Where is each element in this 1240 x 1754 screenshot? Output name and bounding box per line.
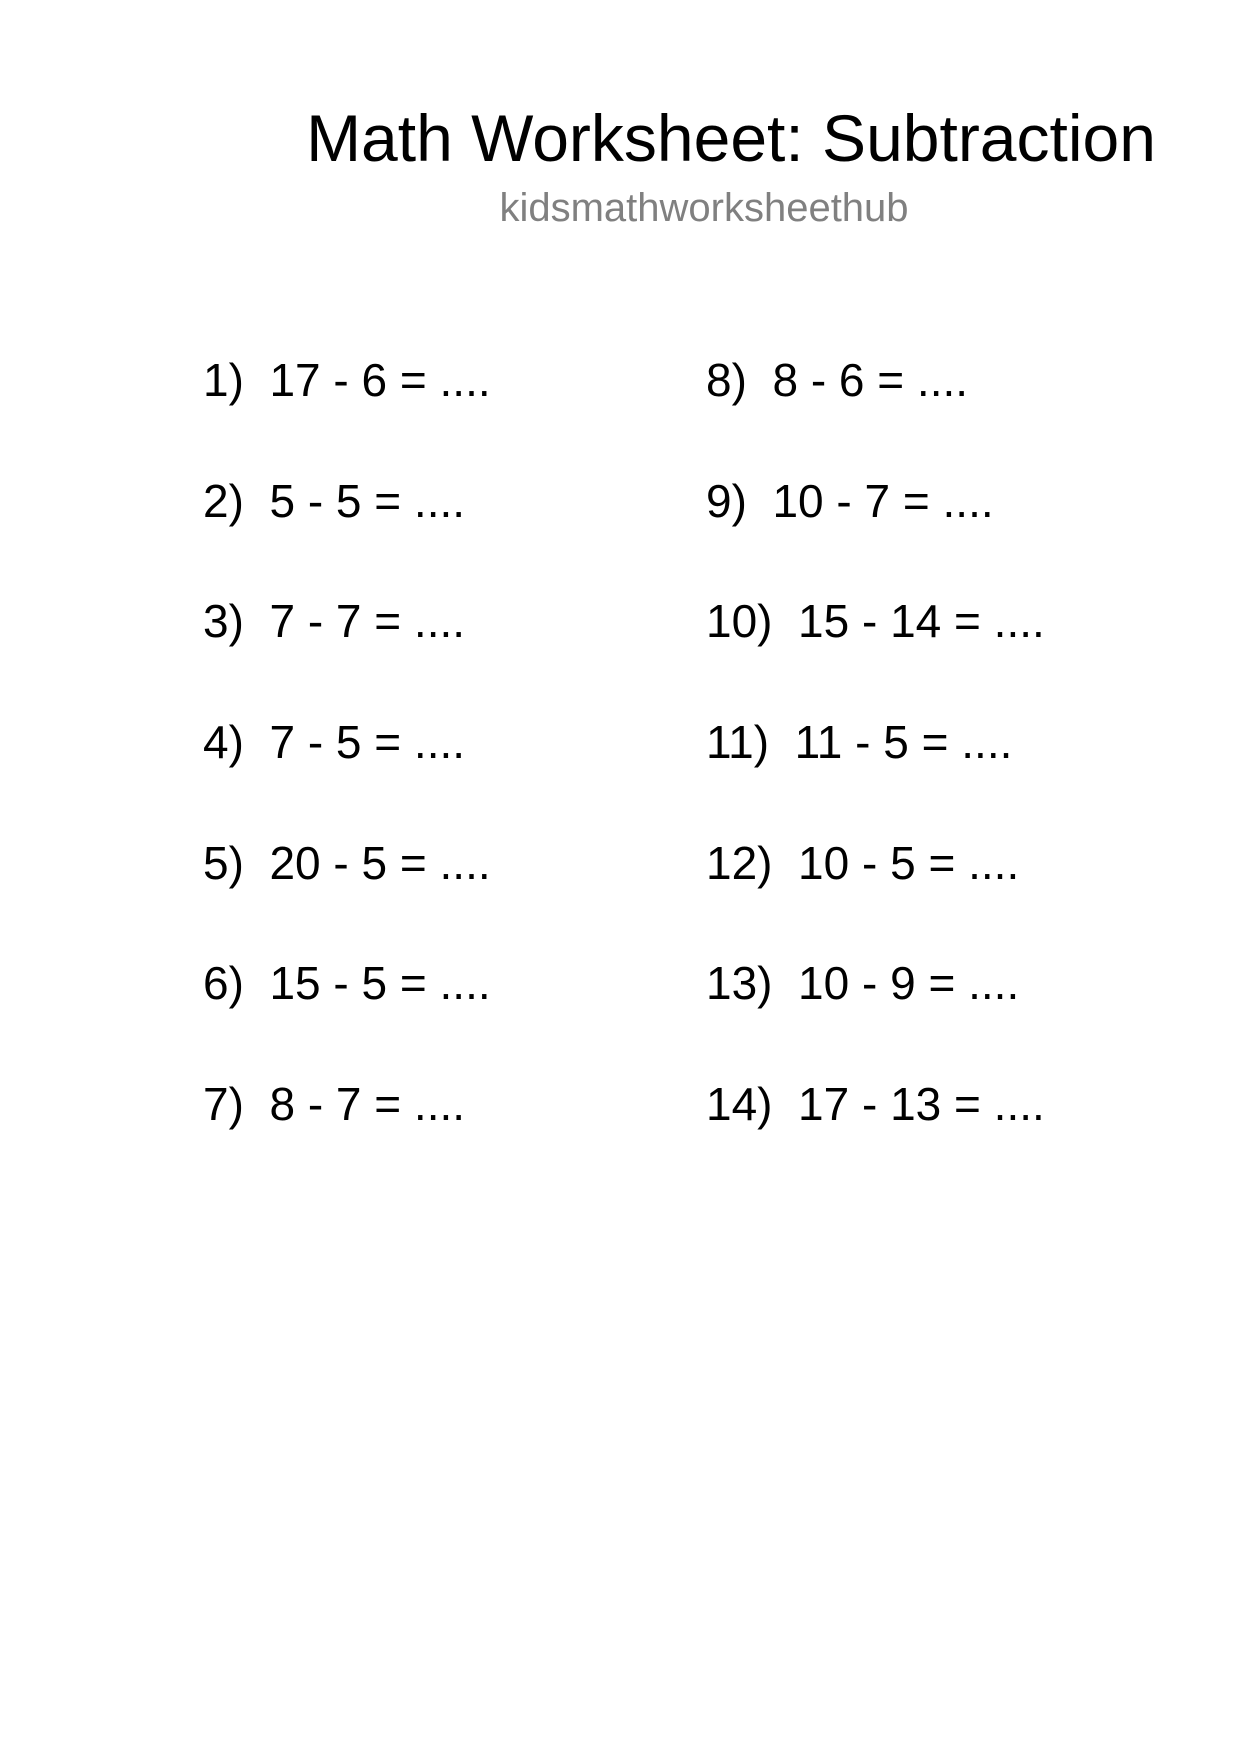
problem-6: 6) 15 - 5 = ....	[203, 957, 491, 1010]
worksheet-source: kidsmathworksheethub	[499, 186, 909, 230]
problem-13: 13) 10 - 9 = ....	[706, 957, 1020, 1010]
problem-1: 1) 17 - 6 = ....	[203, 354, 491, 406]
problem-2: 2) 5 - 5 = ....	[203, 474, 466, 527]
worksheet-title: Math Worksheet: Subtraction	[306, 101, 1156, 175]
problem-14: 14) 17 - 13 = ....	[706, 1078, 1045, 1131]
problem-10: 10) 15 - 14 = ....	[706, 595, 1045, 648]
problem-8: 8) 8 - 6 = ....	[706, 354, 969, 406]
problem-4: 4) 7 - 5 = ....	[203, 716, 466, 769]
problem-7: 7) 8 - 7 = ....	[203, 1078, 466, 1131]
problem-3: 3) 7 - 7 = ....	[203, 595, 466, 648]
problems-right-column	[706, 350, 1045, 1195]
problems-left-column	[203, 350, 491, 1195]
problem-12: 12) 10 - 5 = ....	[706, 836, 1020, 889]
problem-11: 11) 11 - 5 = ....	[706, 716, 1013, 769]
problem-9: 9) 10 - 7 = ....	[706, 474, 994, 527]
problem-5: 5) 20 - 5 = ....	[203, 836, 491, 889]
